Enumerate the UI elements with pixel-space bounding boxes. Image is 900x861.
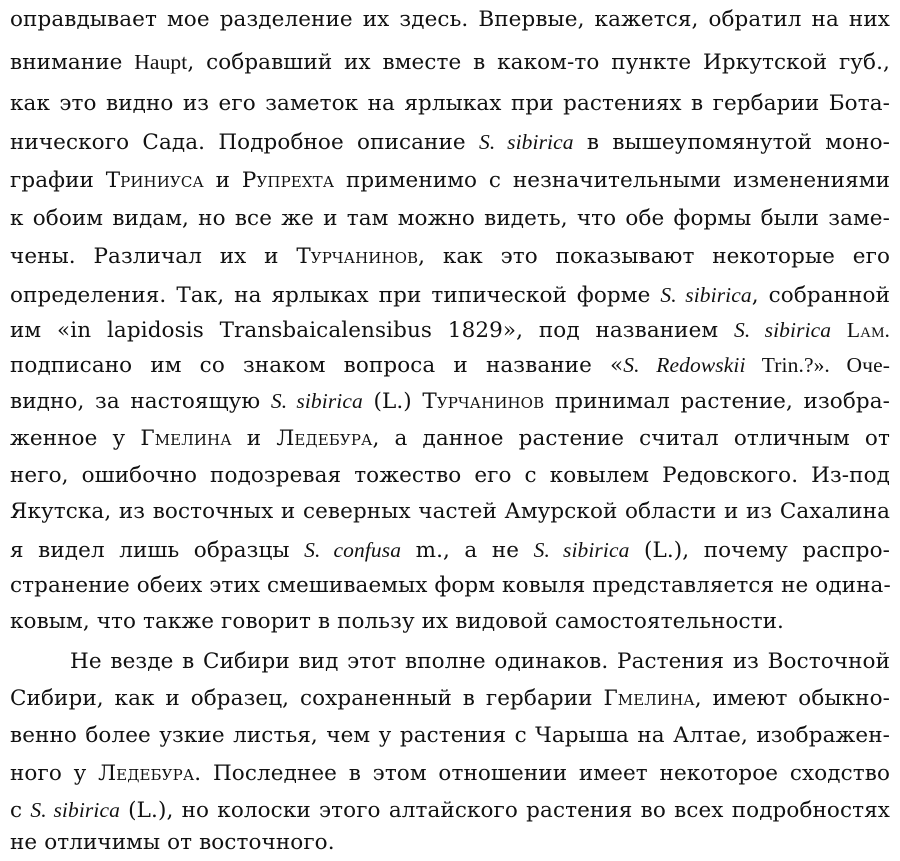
text-line — [10, 86, 890, 122]
text-run: с — [10, 798, 31, 823]
text-run: , собравший их вместе в каком-то пункте Иркутской губ., — [187, 50, 890, 75]
text-line — [10, 756, 890, 792]
text-run: чены. Различал их и — [10, 244, 297, 269]
text-run: видно, за настоящую — [10, 389, 271, 414]
species-name: S. sibirica — [660, 283, 752, 307]
text-run: (L.), почему распро- — [629, 538, 891, 563]
text-run: , имеют обыкно- — [694, 686, 890, 711]
species-name: S. sibirica — [533, 538, 630, 562]
text-run: Сибири, как и образец, сохраненный в гербарии — [10, 686, 604, 711]
document-page — [10, 0, 890, 861]
text-run: и — [203, 168, 242, 193]
text-line — [10, 825, 335, 861]
text-line — [10, 201, 890, 237]
author-name: Турчанинов — [296, 244, 419, 269]
species-name: S. sibirica — [270, 389, 363, 413]
text-line — [10, 532, 890, 568]
author-name: Рупрехта — [241, 168, 335, 193]
author-name: Турчанинов — [422, 389, 545, 414]
text-run: и — [231, 426, 277, 451]
text-run — [831, 318, 847, 343]
text-run: как это видно из его заметок на ярлыках при растениях в гербарии Бота- — [10, 91, 890, 116]
text-run: женное у — [10, 426, 141, 451]
text-line — [10, 163, 890, 199]
text-run: им «in lapidosis Transbaicalensibus 1829», под названием — [10, 318, 735, 343]
text-run: m., а не — [401, 538, 534, 563]
text-run: . Последнее в этом отношении имеет некоторое сходство — [194, 761, 890, 786]
text-line — [10, 568, 890, 604]
text-line — [10, 681, 890, 717]
author-name: Ледебура — [98, 761, 195, 786]
text-run: применимо с незначительными изменениями — [334, 168, 890, 193]
text-line — [10, 718, 890, 754]
text-run: , собранной — [751, 283, 891, 308]
text-line — [10, 421, 890, 457]
text-line — [10, 2, 890, 38]
text-line — [10, 604, 784, 640]
text-run: (L.) — [362, 389, 423, 414]
text-run: ного у — [10, 761, 99, 786]
text-run: Не везде в Сибири вид этот вполне одинаков. Растения из Восточной — [70, 649, 890, 674]
text-run: нического Сада. Подробное описание — [10, 130, 479, 155]
text-run: венно более узкие листья, чем у растения с Чарыша на Алтае, изображен- — [10, 723, 890, 748]
species-name: S. sibirica — [734, 318, 832, 342]
text-run: не отличимы от восточного. — [10, 830, 335, 855]
text-run: Trin.?». Оче- — [745, 353, 891, 377]
text-line — [10, 312, 890, 348]
text-line — [10, 792, 890, 828]
text-run: подписано им со знаком вопроса и название « — [10, 353, 624, 378]
species-name: S. Redowskii — [623, 353, 746, 377]
text-run: ковым, что также говорит в пользу их видовой самостоятельности. — [10, 609, 784, 634]
text-line — [10, 239, 890, 275]
species-name: S. confusa — [304, 538, 402, 562]
text-line — [70, 644, 890, 680]
text-line — [10, 347, 890, 383]
text-run: него, ошибочно подозревая тожество его с ковылем Редовского. Из-под — [10, 463, 890, 488]
author-name: Ледебура — [276, 426, 373, 451]
author-name: Триниуса — [105, 168, 204, 193]
species-name: S. sibirica — [478, 130, 574, 154]
text-line — [10, 383, 890, 419]
text-run: оправдывает мое разделение их здесь. Впервые, кажется, обратил на них — [10, 7, 890, 32]
text-run: определения. Так, на ярлыках при типической форме — [10, 283, 661, 308]
text-run: графии — [10, 168, 106, 193]
author-name: Гмелина — [140, 426, 232, 451]
text-run: я видел лишь образцы — [10, 538, 305, 563]
text-line — [10, 44, 890, 80]
author-name: Гмелина — [603, 686, 695, 711]
text-run: , как это показывают некоторые его — [418, 244, 890, 269]
text-run: принимал растение, изобра- — [544, 389, 891, 414]
author-name-latin: Haupt — [134, 50, 188, 74]
author-abbrev: Lam. — [846, 318, 890, 342]
species-name: S. sibirica — [30, 798, 120, 822]
text-run: странение обеих этих смешиваемых форм ковыля представляется не одина- — [10, 573, 891, 598]
text-run: Якутска, из восточных и северных частей Амурской области и из Сахалина — [10, 499, 890, 524]
text-run: внимание — [10, 50, 135, 75]
text-line — [10, 124, 890, 160]
text-line — [10, 277, 890, 313]
text-run: к обоим видам, но все же и там можно видеть, что обе формы были заме- — [10, 206, 890, 231]
text-line — [10, 458, 890, 494]
text-run: , а данное растение считал отличным от — [372, 426, 890, 451]
text-run: (L.), но колоски этого алтайского растения во всех подробностях — [119, 798, 890, 823]
text-run: в вышеупомянутой моно- — [573, 130, 891, 155]
text-line — [10, 494, 890, 530]
